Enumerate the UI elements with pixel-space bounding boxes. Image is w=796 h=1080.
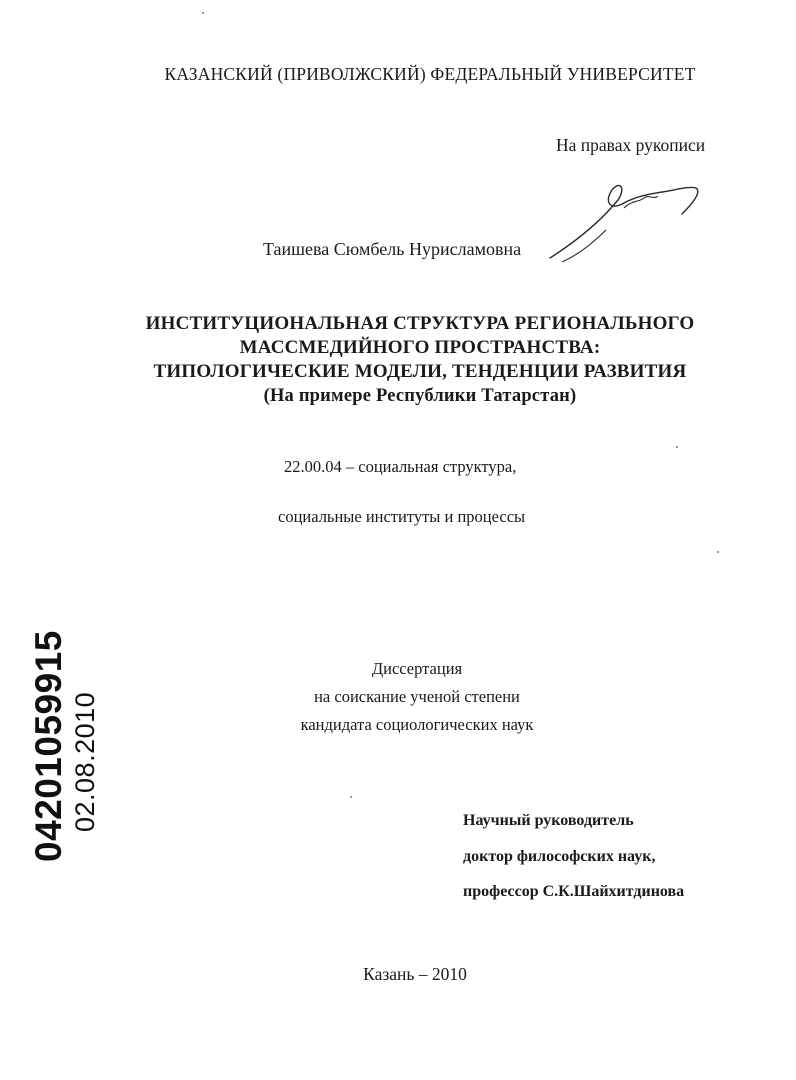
advisor-line: Научный руководитель <box>463 812 634 829</box>
stamp-date: 02.08.2010 <box>70 691 100 832</box>
degree-line: кандидата социологических наук <box>300 715 534 734</box>
stamp-number-main: 0420105991 <box>28 651 69 862</box>
degree-statement <box>250 655 584 739</box>
signature-icon <box>540 170 705 265</box>
scan-speck <box>717 551 719 553</box>
title-line: ИНСТИТУЦИОНАЛЬНАЯ СТРУКТУРА РЕГИОНАЛЬНОГО <box>145 313 695 334</box>
rights-note: На правах рукописи <box>556 135 706 155</box>
stamp-number-tail: 5 <box>28 630 69 652</box>
degree-line: Диссертация <box>371 659 463 678</box>
degree-line: на соискание ученой степени <box>314 687 520 706</box>
title-line: ТИПОЛОГИЧЕСКИЕ МОДЕЛИ, ТЕНДЕНЦИИ РАЗВИТИЯ <box>153 361 687 382</box>
dissertation-title <box>100 312 740 408</box>
scan-speck <box>202 12 204 14</box>
library-stamp <box>28 620 98 870</box>
specialty-name: социальные институты и процессы <box>278 507 526 526</box>
advisor-line: профессор С.К.Шайхитдинова <box>463 883 685 900</box>
title-line: МАССМЕДИЙНОГО ПРОСТРАНСТВА: <box>239 337 601 358</box>
advisor-line: доктор философских наук, <box>463 847 656 865</box>
specialty-code: 22.00.04 – социальная структура, <box>284 457 517 476</box>
university-name: КАЗАНСКИЙ (ПРИВОЛЖСКИЙ) ФЕДЕРАЛЬНЫЙ УНИВЕРСИТЕТ <box>164 64 696 84</box>
city-year: Казань – 2010 <box>363 964 467 984</box>
scan-speck <box>350 796 352 798</box>
scan-speck <box>676 446 678 448</box>
author-name: Таишева Сюмбель Нурисламовна <box>263 239 522 259</box>
stamp-number <box>28 630 70 862</box>
scientific-advisor <box>463 803 684 910</box>
title-subtitle: (На примере Республики Татарстан) <box>263 386 577 406</box>
